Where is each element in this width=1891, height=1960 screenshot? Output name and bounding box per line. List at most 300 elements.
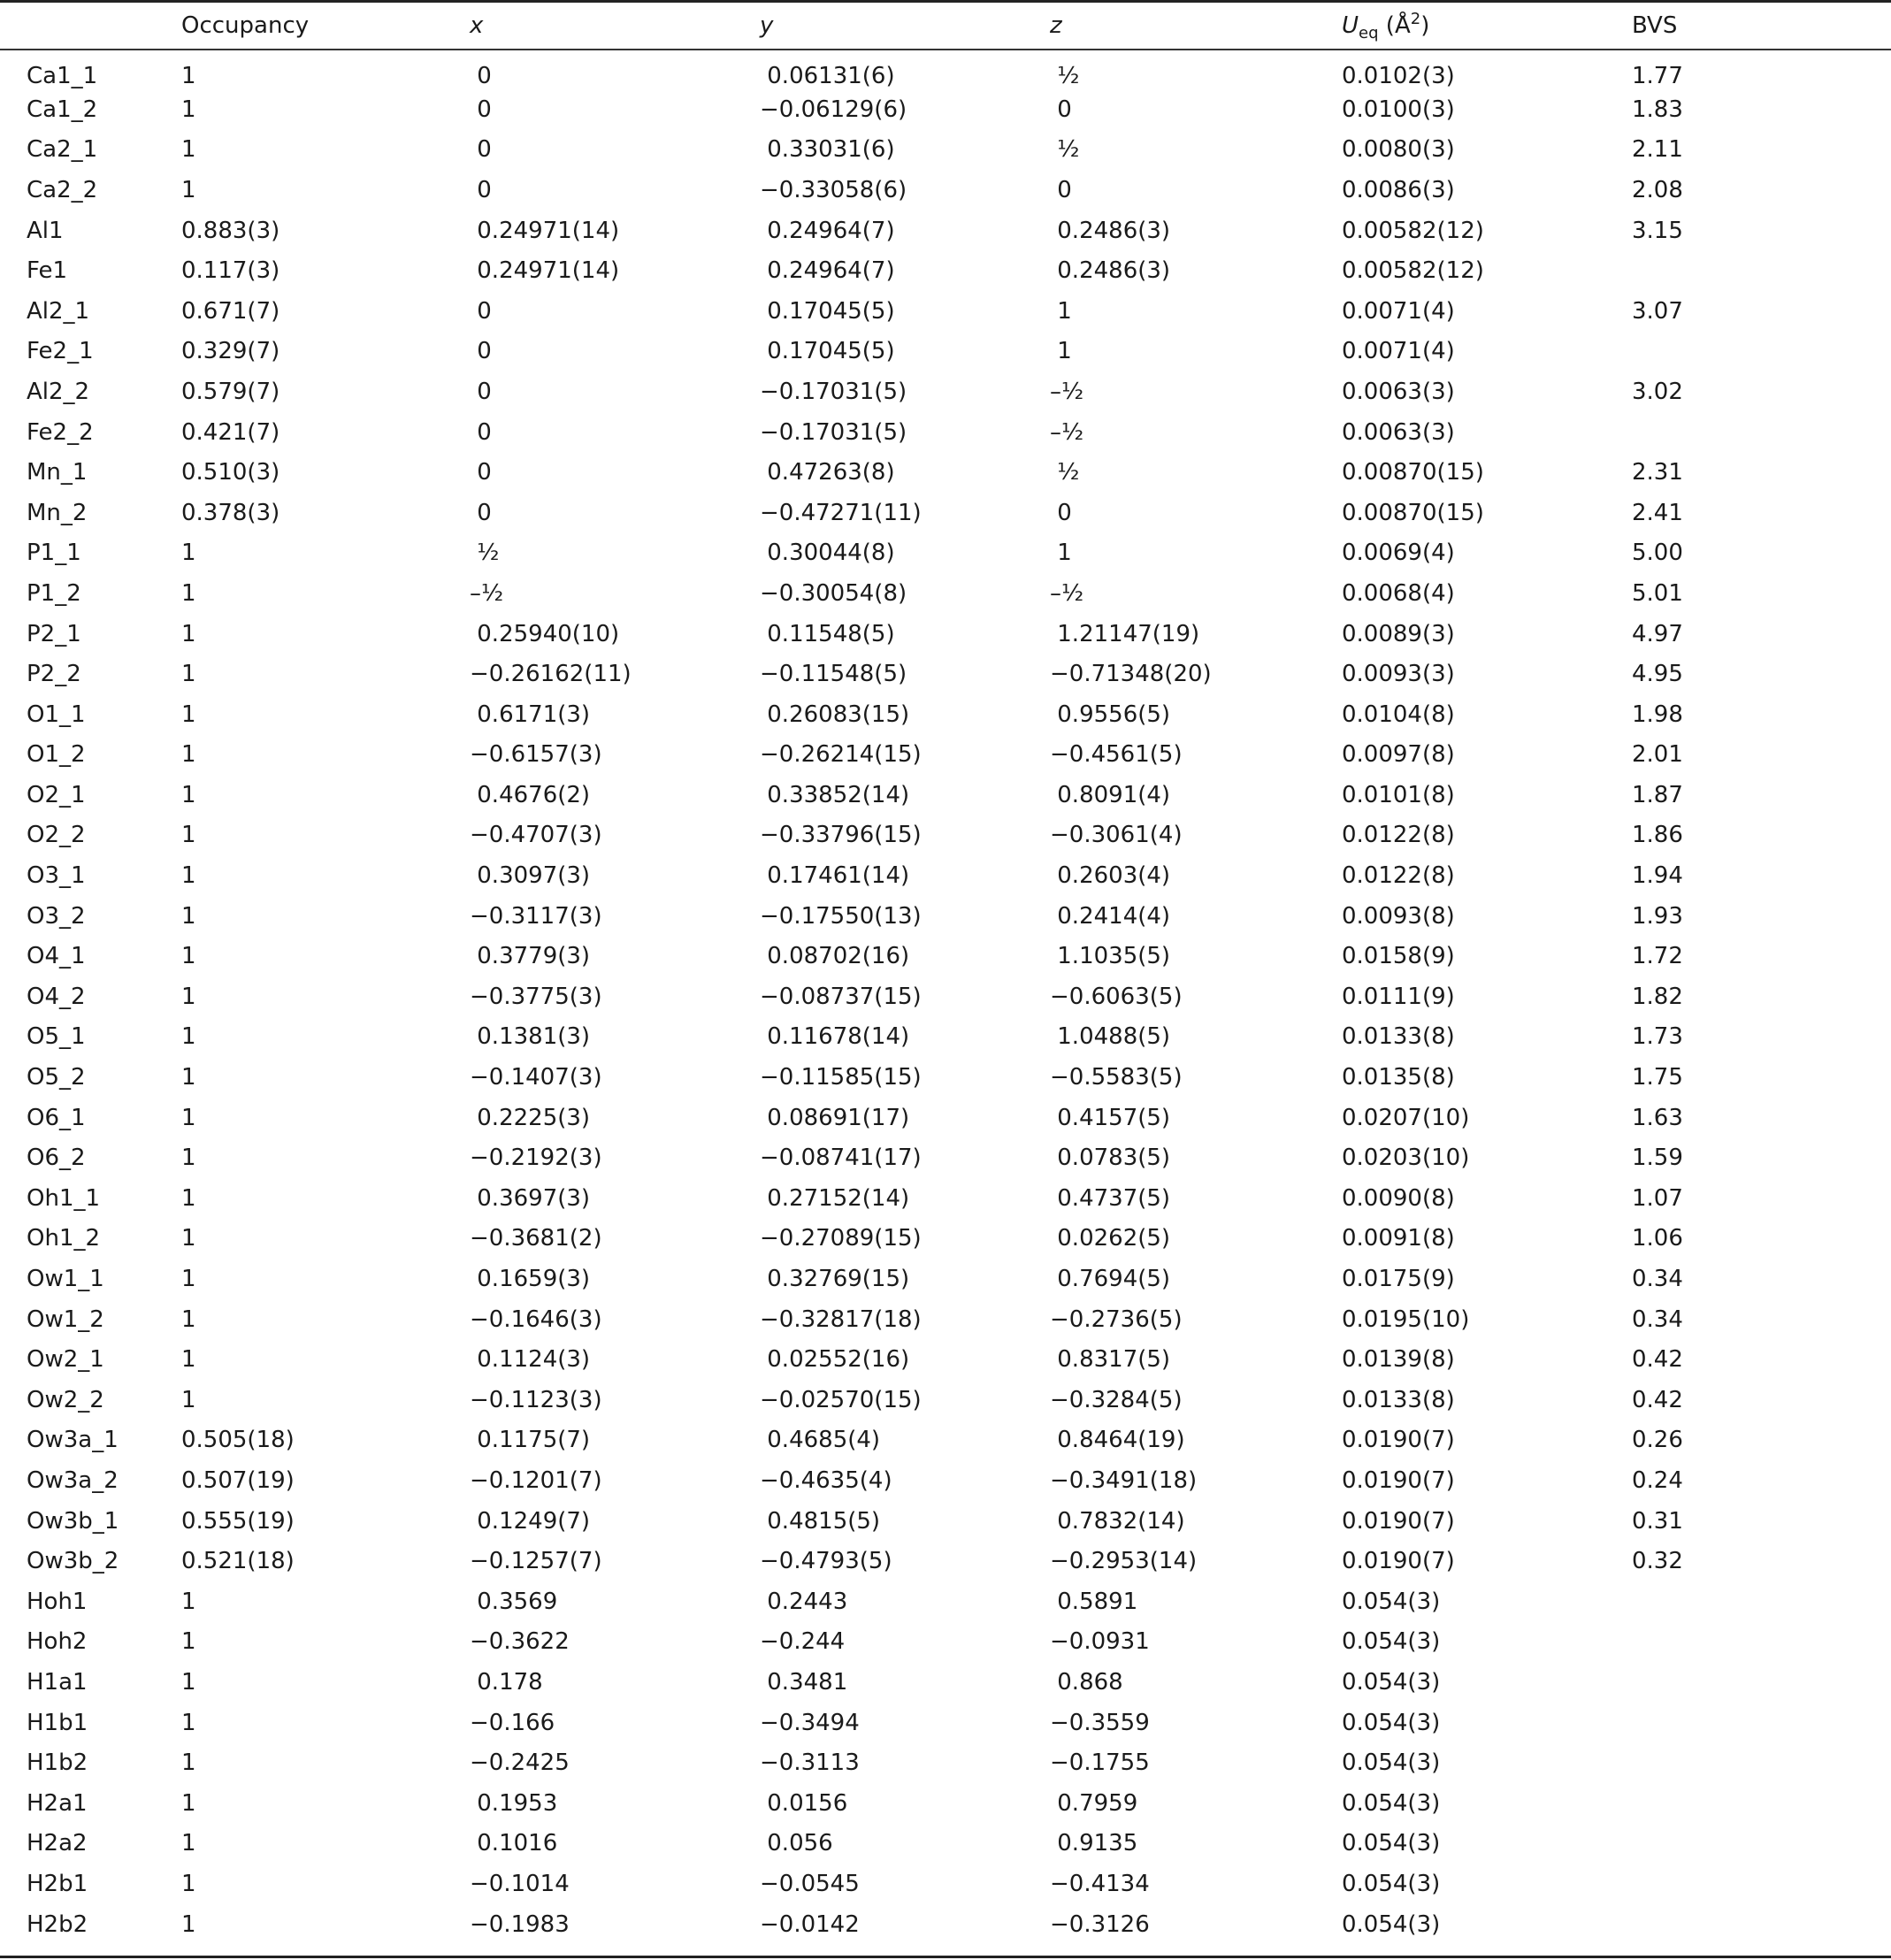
table-row [0, 130, 1891, 171]
bvs-cell: 0.26 [1632, 1427, 1683, 1454]
y-cell: 0.056 [760, 1830, 833, 1857]
site-cell: Al2_1 [27, 297, 90, 325]
x-cell: 0 [470, 63, 492, 89]
x-cell: −0.1257(7) [470, 1548, 602, 1575]
table-row [0, 1662, 1891, 1703]
z-cell: 0.868 [1050, 1668, 1123, 1696]
ueq-cell: 0.0090(8) [1342, 1184, 1455, 1212]
x-cell: 0 [470, 96, 492, 123]
table-row [0, 855, 1891, 896]
occupancy-cell: 0.555(19) [181, 1507, 295, 1535]
z-cell: −0.71348(20) [1050, 661, 1212, 688]
ueq-unit-close: ) [1420, 11, 1430, 39]
site-cell: Al1 [27, 217, 64, 244]
x-cell: −0.4707(3) [470, 822, 602, 849]
ueq-cell: 0.00870(15) [1342, 459, 1484, 486]
occupancy-cell: 1 [181, 943, 196, 970]
x-cell: 0.6171(3) [470, 701, 591, 728]
site-cell: Mn_1 [27, 459, 88, 486]
z-cell: –½ [1050, 579, 1084, 607]
site-cell: O3_2 [27, 902, 86, 930]
site-cell: Ow1_2 [27, 1305, 104, 1333]
z-cell: 0.7832(14) [1050, 1507, 1185, 1535]
site-cell: O5_1 [27, 1023, 86, 1051]
site-cell: O2_1 [27, 781, 86, 808]
y-cell: 0.4815(5) [760, 1507, 881, 1535]
bvs-cell: 4.95 [1632, 661, 1683, 688]
site-cell: H1b2 [27, 1749, 88, 1777]
bvs-cell [1632, 1703, 1891, 1743]
y-cell: −0.08737(15) [760, 983, 922, 1010]
bvs-cell [1632, 1622, 1891, 1663]
ueq-cell: 0.054(3) [1342, 1709, 1441, 1736]
ueq-cell: 0.0104(8) [1342, 701, 1455, 728]
z-cell: 1.0488(5) [1050, 1023, 1171, 1051]
bvs-cell [1632, 1864, 1891, 1904]
table-row [0, 1380, 1891, 1420]
ueq-cell: 0.0069(4) [1342, 540, 1455, 567]
y-cell: −0.26214(15) [760, 741, 922, 769]
site-cell: H1a1 [27, 1668, 88, 1696]
bvs-cell: 1.82 [1632, 983, 1683, 1010]
bvs-cell: 1.86 [1632, 822, 1683, 849]
ueq-cell: 0.0093(8) [1342, 902, 1455, 930]
table-row [0, 452, 1891, 493]
x-cell: −0.3117(3) [470, 902, 602, 930]
ueq-cell: 0.0063(3) [1342, 418, 1455, 446]
ueq-cell: 0.00870(15) [1342, 499, 1484, 526]
x-cell: ½ [470, 540, 500, 567]
x-cell: 0 [470, 378, 492, 405]
y-cell: 0.33852(14) [760, 781, 910, 808]
z-cell: −0.2736(5) [1050, 1305, 1183, 1333]
ueq-cell: 0.0207(10) [1342, 1104, 1470, 1131]
bvs-cell: 0.24 [1632, 1466, 1683, 1494]
table-row [0, 815, 1891, 856]
table-row [0, 1703, 1891, 1743]
site-cell: Ow3b_2 [27, 1548, 119, 1575]
y-cell: 0.47263(8) [760, 459, 895, 486]
table-row [0, 775, 1891, 815]
ueq-cell: 0.0097(8) [1342, 741, 1455, 769]
z-cell: 1.21147(19) [1050, 620, 1200, 647]
table-row [0, 371, 1891, 412]
site-cell: Fe2_2 [27, 418, 94, 446]
z-cell: 0.0262(5) [1050, 1225, 1171, 1252]
ueq-cell: 0.0080(3) [1342, 136, 1455, 164]
table-row [0, 1783, 1891, 1824]
y-cell: −0.08741(17) [760, 1145, 922, 1172]
occupancy-cell: 1 [181, 822, 196, 849]
y-cell: 0.0156 [760, 1789, 848, 1817]
bvs-cell: 1.77 [1632, 63, 1683, 89]
y-cell: −0.17031(5) [760, 378, 907, 405]
occupancy-cell: 1 [181, 1628, 196, 1656]
occupancy-cell: 1 [181, 1588, 196, 1615]
bvs-cell: 1.98 [1632, 701, 1683, 728]
ueq-cell: 0.0068(4) [1342, 579, 1455, 607]
occupancy-cell: 0.505(18) [181, 1427, 295, 1454]
y-cell: 0.33031(6) [760, 136, 895, 164]
x-cell: 0.25940(10) [470, 620, 620, 647]
bvs-cell: 4.97 [1632, 620, 1683, 647]
ueq-cell: 0.00582(12) [1342, 217, 1484, 244]
y-cell: 0.3481 [760, 1668, 848, 1696]
ueq-cell: 0.054(3) [1342, 1588, 1441, 1615]
y-cell: 0.11678(14) [760, 1023, 910, 1051]
site-cell: H2b2 [27, 1910, 88, 1938]
x-cell: −0.26162(11) [470, 661, 632, 688]
occupancy-cell: 1 [181, 1145, 196, 1172]
table-row [0, 735, 1891, 776]
z-cell: ½ [1050, 136, 1080, 164]
ueq-cell: 0.0111(9) [1342, 983, 1455, 1010]
z-cell: −0.6063(5) [1050, 983, 1183, 1010]
y-cell: −0.0545 [760, 1870, 860, 1897]
occupancy-cell: 0.117(3) [181, 257, 280, 285]
bvs-cell: 1.73 [1632, 1023, 1683, 1051]
site-cell: P2_1 [27, 620, 81, 647]
ueq-cell: 0.054(3) [1342, 1749, 1441, 1777]
ueq-cell: 0.0133(8) [1342, 1023, 1455, 1051]
site-cell: Al2_2 [27, 378, 90, 405]
y-cell: 0.26083(15) [760, 701, 910, 728]
z-cell: −0.1755 [1050, 1749, 1150, 1777]
occupancy-cell: 1 [181, 902, 196, 930]
z-cell: 0.4157(5) [1050, 1104, 1171, 1131]
site-cell: Ca1_1 [27, 63, 98, 89]
occupancy-cell: 1 [181, 862, 196, 890]
site-cell: Ow2_1 [27, 1346, 104, 1374]
occupancy-cell: 1 [181, 1266, 196, 1293]
z-cell: 1.1035(5) [1050, 943, 1171, 970]
table-row [0, 1259, 1891, 1299]
occupancy-cell: 1 [181, 620, 196, 647]
ueq-cell: 0.0101(8) [1342, 781, 1455, 808]
bvs-cell [1632, 412, 1891, 453]
ueq-symbol: U [1342, 11, 1359, 39]
x-cell: 0 [470, 338, 492, 365]
z-cell: 0.2486(3) [1050, 217, 1171, 244]
y-cell: −0.30054(8) [760, 579, 907, 607]
z-cell: –½ [1050, 418, 1084, 446]
y-cell: 0.30044(8) [760, 540, 895, 567]
x-cell: −0.1646(3) [470, 1305, 602, 1333]
occupancy-cell: 1 [181, 1910, 196, 1938]
header-ueq [1342, 3, 1632, 49]
bvs-cell: 1.63 [1632, 1104, 1683, 1131]
x-cell: −0.166 [470, 1709, 555, 1736]
site-cell: Ow3a_2 [27, 1466, 119, 1494]
site-cell: P1_1 [27, 540, 81, 567]
bvs-cell: 2.08 [1632, 176, 1683, 203]
x-cell: −0.3622 [470, 1628, 570, 1656]
x-cell: 0.1659(3) [470, 1266, 591, 1293]
header-bvs: BVS [1632, 12, 1678, 39]
x-cell: 0.4676(2) [470, 781, 591, 808]
ueq-cell: 0.0091(8) [1342, 1225, 1455, 1252]
site-cell: Ow3a_1 [27, 1427, 119, 1454]
ueq-cell: 0.0086(3) [1342, 176, 1455, 203]
occupancy-cell: 0.883(3) [181, 217, 280, 244]
x-cell: 0 [470, 136, 492, 164]
table-row [0, 1299, 1891, 1340]
occupancy-cell: 1 [181, 1789, 196, 1817]
z-cell: −0.3559 [1050, 1709, 1150, 1736]
z-cell: 0.7694(5) [1050, 1266, 1171, 1293]
z-cell: 0.5891 [1050, 1588, 1138, 1615]
table-row [0, 936, 1891, 976]
bvs-cell: 3.07 [1632, 297, 1683, 325]
table-row [0, 170, 1891, 211]
occupancy-cell: 0.510(3) [181, 459, 280, 486]
bvs-cell: 1.75 [1632, 1064, 1683, 1091]
occupancy-cell: 1 [181, 701, 196, 728]
x-cell: 0 [470, 499, 492, 526]
site-cell: H2b1 [27, 1870, 88, 1897]
table-row [0, 291, 1891, 332]
y-cell: 0.17045(5) [760, 338, 895, 365]
y-cell: 0.24964(7) [760, 217, 895, 244]
table-row [0, 1824, 1891, 1864]
occupancy-cell: 1 [181, 781, 196, 808]
occupancy-cell: 1 [181, 1830, 196, 1857]
x-cell: –½ [470, 579, 504, 607]
y-cell: 0.08691(17) [760, 1104, 910, 1131]
bvs-cell: 3.02 [1632, 378, 1683, 405]
bvs-cell: 2.41 [1632, 499, 1683, 526]
ueq-cell: 0.0093(3) [1342, 661, 1455, 688]
bvs-cell [1632, 1904, 1891, 1945]
ueq-cell: 0.0135(8) [1342, 1064, 1455, 1091]
y-cell: −0.33796(15) [760, 822, 922, 849]
occupancy-cell: 1 [181, 1184, 196, 1212]
table-row [0, 573, 1891, 614]
y-cell: −0.11585(15) [760, 1064, 922, 1091]
y-cell: −0.27089(15) [760, 1225, 922, 1252]
x-cell: 0.1016 [470, 1830, 558, 1857]
ueq-cell: 0.0158(9) [1342, 943, 1455, 970]
occupancy-cell: 1 [181, 741, 196, 769]
x-cell: −0.1407(3) [470, 1064, 602, 1091]
site-cell: Ca1_2 [27, 96, 98, 123]
ueq-cell: 0.0133(8) [1342, 1386, 1455, 1413]
z-cell: −0.3284(5) [1050, 1386, 1183, 1413]
ueq-cell: 0.0122(8) [1342, 822, 1455, 849]
site-cell: Ow3b_1 [27, 1507, 119, 1535]
table-row [0, 1339, 1891, 1380]
occupancy-cell: 1 [181, 1023, 196, 1051]
ueq-unit-exponent: 2 [1410, 9, 1421, 28]
site-cell: H2a2 [27, 1830, 88, 1857]
y-cell: 0.11548(5) [760, 620, 895, 647]
z-cell: 0.8464(19) [1050, 1427, 1185, 1454]
ueq-cell: 0.0100(3) [1342, 96, 1455, 123]
table-row [0, 1219, 1891, 1259]
bvs-cell: 1.72 [1632, 943, 1683, 970]
occupancy-cell: 0.329(7) [181, 338, 280, 365]
ueq-cell: 0.054(3) [1342, 1628, 1441, 1656]
table-row [0, 1178, 1891, 1219]
y-cell: 0.08702(16) [760, 943, 910, 970]
site-cell: O2_2 [27, 822, 86, 849]
site-cell: Oh1_2 [27, 1225, 101, 1252]
occupancy-cell: 1 [181, 579, 196, 607]
z-cell: 0.9556(5) [1050, 701, 1171, 728]
x-cell: 0.3569 [470, 1588, 558, 1615]
z-cell: −0.5583(5) [1050, 1064, 1183, 1091]
site-cell: Fe1 [27, 257, 68, 285]
table-row [0, 1864, 1891, 1904]
table-row [0, 1460, 1891, 1501]
x-cell: 0 [470, 176, 492, 203]
ueq-cell: 0.054(3) [1342, 1789, 1441, 1817]
site-cell: Hoh1 [27, 1588, 88, 1615]
ueq-cell: 0.0063(3) [1342, 378, 1455, 405]
occupancy-cell: 0.421(7) [181, 418, 280, 446]
table-row [0, 332, 1891, 372]
x-cell: 0.3097(3) [470, 862, 591, 890]
table-row [0, 1742, 1891, 1783]
x-cell: −0.1983 [470, 1910, 570, 1938]
site-cell: Ca2_1 [27, 136, 98, 164]
table-bottom-rule [0, 1956, 1891, 1958]
occupancy-cell: 1 [181, 1668, 196, 1696]
bvs-cell: 0.31 [1632, 1507, 1683, 1535]
site-cell: O5_2 [27, 1064, 86, 1091]
occupancy-cell: 1 [181, 540, 196, 567]
table-row [0, 533, 1891, 574]
bvs-cell: 1.94 [1632, 862, 1683, 890]
x-cell: 0 [470, 297, 492, 325]
header-z: z [1050, 12, 1062, 39]
occupancy-cell: 1 [181, 1386, 196, 1413]
y-cell: −0.0142 [760, 1910, 860, 1938]
occupancy-cell: 1 [181, 1225, 196, 1252]
y-cell: −0.4793(5) [760, 1548, 892, 1575]
table-row [0, 896, 1891, 937]
site-cell: P2_2 [27, 661, 81, 688]
y-cell: −0.47271(11) [760, 499, 922, 526]
table-row [0, 976, 1891, 1017]
site-cell: P1_2 [27, 579, 81, 607]
ueq-cell: 0.0190(7) [1342, 1427, 1455, 1454]
site-cell: Oh1_1 [27, 1184, 101, 1212]
occupancy-cell: 1 [181, 1346, 196, 1374]
z-cell: –½ [1050, 378, 1084, 405]
site-cell: O4_2 [27, 983, 86, 1010]
table-row [0, 1057, 1891, 1098]
bvs-cell [1632, 250, 1891, 291]
site-cell: Fe2_1 [27, 338, 94, 365]
x-cell: 0.1953 [470, 1789, 558, 1817]
ueq-cell: 0.0089(3) [1342, 620, 1455, 647]
bvs-cell: 0.42 [1632, 1386, 1683, 1413]
x-cell: −0.2425 [470, 1749, 570, 1777]
x-cell: −0.3681(2) [470, 1225, 602, 1252]
bvs-cell [1632, 1662, 1891, 1703]
occupancy-cell: 0.521(18) [181, 1548, 295, 1575]
x-cell: 0.3697(3) [470, 1184, 591, 1212]
table-row [0, 250, 1891, 291]
site-cell: O6_2 [27, 1145, 86, 1172]
bvs-cell: 5.00 [1632, 540, 1683, 567]
occupancy-cell: 1 [181, 63, 196, 89]
table-row [0, 1420, 1891, 1461]
z-cell: 0.2486(3) [1050, 257, 1171, 285]
bvs-cell: 2.11 [1632, 136, 1683, 164]
z-cell: −0.0931 [1050, 1628, 1150, 1656]
y-cell: 0.2443 [760, 1588, 848, 1615]
bvs-cell: 0.34 [1632, 1305, 1683, 1333]
bvs-cell: 1.87 [1632, 781, 1683, 808]
header-row [0, 3, 1891, 49]
x-cell: 0 [470, 418, 492, 446]
bvs-cell [1632, 1581, 1891, 1622]
site-cell: Ow2_2 [27, 1386, 104, 1413]
table-row [0, 1904, 1891, 1945]
y-cell: 0.24964(7) [760, 257, 895, 285]
z-cell: −0.2953(14) [1050, 1548, 1198, 1575]
ueq-cell: 0.0102(3) [1342, 63, 1455, 89]
bvs-cell [1632, 332, 1891, 372]
site-cell: Ca2_2 [27, 176, 98, 203]
table-row [0, 412, 1891, 453]
table-row [0, 614, 1891, 655]
z-cell: 0.7959 [1050, 1789, 1138, 1817]
x-cell: 0.24971(14) [470, 257, 620, 285]
y-cell: 0.17461(14) [760, 862, 910, 890]
header-y: y [760, 12, 774, 39]
ueq-cell: 0.054(3) [1342, 1870, 1441, 1897]
table-row [0, 89, 1891, 130]
x-cell: 0.3779(3) [470, 943, 591, 970]
y-cell: −0.17550(13) [760, 902, 922, 930]
bvs-cell: 2.01 [1632, 741, 1683, 769]
table-row [0, 211, 1891, 251]
ueq-cell: 0.0122(8) [1342, 862, 1455, 890]
header-x: x [470, 12, 484, 39]
y-cell: −0.244 [760, 1628, 846, 1656]
table-row [0, 1017, 1891, 1058]
site-cell: O6_1 [27, 1104, 86, 1131]
occupancy-cell: 0.671(7) [181, 297, 280, 325]
table-row [0, 1137, 1891, 1178]
z-cell: 0.2603(4) [1050, 862, 1171, 890]
site-cell: H1b1 [27, 1709, 88, 1736]
occupancy-cell: 1 [181, 176, 196, 203]
bvs-cell: 1.59 [1632, 1145, 1683, 1172]
table-row [0, 1541, 1891, 1581]
z-cell: 1 [1050, 540, 1072, 567]
y-cell: −0.17031(5) [760, 418, 907, 446]
z-cell: −0.4561(5) [1050, 741, 1183, 769]
z-cell: ½ [1050, 459, 1080, 486]
z-cell: 1 [1050, 297, 1072, 325]
occupancy-cell: 1 [181, 1305, 196, 1333]
ueq-cell: 0.0139(8) [1342, 1346, 1455, 1374]
y-cell: −0.06129(6) [760, 96, 907, 123]
bvs-cell [1632, 1824, 1891, 1864]
atom-coordinates-table [0, 3, 1891, 1944]
site-cell: H2a1 [27, 1789, 88, 1817]
x-cell: 0.1124(3) [470, 1346, 591, 1374]
site-cell: O1_1 [27, 701, 86, 728]
bvs-cell: 0.34 [1632, 1266, 1683, 1293]
ueq-unit-open: (Å [1378, 11, 1411, 39]
occupancy-cell: 0.507(19) [181, 1466, 295, 1494]
x-cell: 0.1249(7) [470, 1507, 591, 1535]
